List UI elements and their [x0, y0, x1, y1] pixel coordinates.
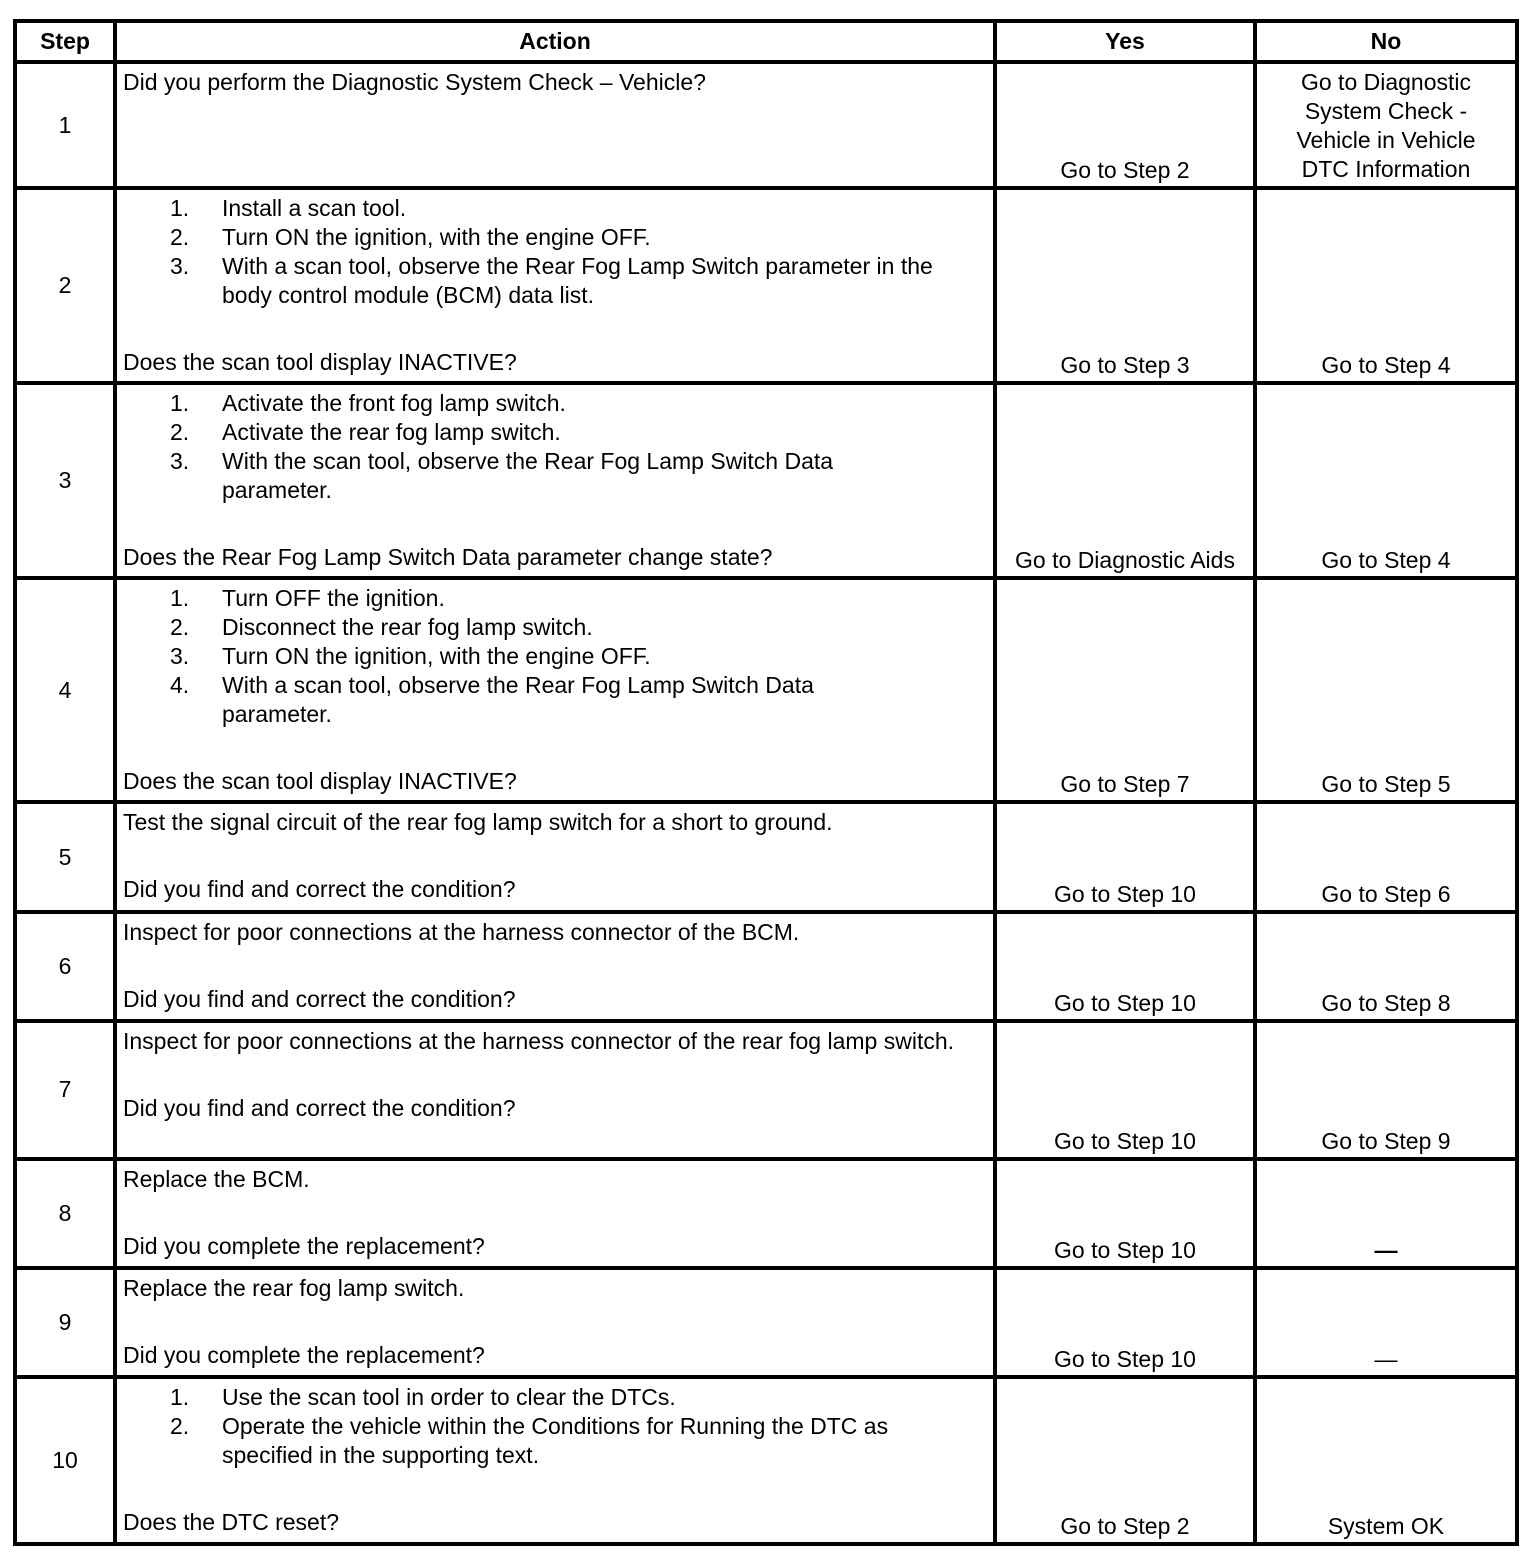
list-item	[170, 613, 987, 642]
no-cell: Go to Step 5	[1255, 578, 1517, 802]
item-text: With a scan tool, observe the Rear Fog Lamp Switch Data parameter.	[222, 672, 814, 728]
yes-cell: Go to Diagnostic Aids	[995, 383, 1255, 578]
yes-cell: Go to Step 10	[995, 802, 1255, 911]
no-cell: —	[1255, 1159, 1517, 1268]
item-number: 3.	[170, 643, 190, 670]
yes-cell: Go to Step 3	[995, 188, 1255, 383]
list-item	[170, 1383, 987, 1412]
step-number: 7	[15, 1021, 115, 1159]
no-cell: Go to Step 6	[1255, 802, 1517, 911]
action-cell	[115, 912, 995, 1021]
action-question: Does the Rear Fog Lamp Switch Data parameter change state?	[123, 544, 773, 571]
action-intro: Replace the rear fog lamp switch.	[123, 1274, 465, 1301]
step-number: 3	[15, 383, 115, 578]
no-cell: —	[1255, 1268, 1517, 1377]
item-text: Use the scan tool in order to clear the DTCs.	[222, 1383, 676, 1410]
yes-cell: Go to Step 2	[995, 62, 1255, 188]
action-cell	[115, 62, 995, 188]
action-steps	[123, 194, 987, 310]
list-item	[170, 671, 987, 729]
no-cell: Go to Step 9	[1255, 1021, 1517, 1159]
no-cell: Go to Diagnostic System Check - Vehicle in Vehicle DTC Information	[1255, 62, 1517, 188]
item-text: With the scan tool, observe the Rear Fog Lamp Switch Data parameter.	[222, 448, 834, 504]
table-row	[15, 62, 1517, 188]
item-text: Activate the rear fog lamp switch.	[222, 419, 561, 446]
table-row	[15, 802, 1517, 911]
step-number: 1	[15, 62, 115, 188]
no-cell: Go to Step 8	[1255, 912, 1517, 1021]
diagnostic-table	[13, 19, 1519, 1546]
item-text: Install a scan tool.	[222, 195, 407, 222]
item-text: Disconnect the rear fog lamp switch.	[222, 614, 593, 641]
item-number: 1.	[170, 585, 190, 612]
header-yes: Yes	[995, 21, 1255, 62]
table-row	[15, 1159, 1517, 1268]
table-row	[15, 1268, 1517, 1377]
yes-cell: Go to Step 10	[995, 912, 1255, 1021]
item-number: 3.	[170, 448, 190, 475]
table-row	[15, 1021, 1517, 1159]
action-question: Does the scan tool display INACTIVE?	[123, 768, 517, 795]
item-text: Operate the vehicle within the Conditions for Running the DTC as specified in the supporting text.	[222, 1412, 889, 1468]
action-question: Does the scan tool display INACTIVE?	[123, 349, 517, 376]
step-number: 9	[15, 1268, 115, 1377]
action-cell	[115, 188, 995, 383]
yes-cell: Go to Step 10	[995, 1159, 1255, 1268]
item-text: Turn ON the ignition, with the engine OFF.	[222, 643, 651, 670]
action-question: Did you complete the replacement?	[123, 1232, 485, 1259]
list-item	[170, 447, 987, 505]
action-question: Did you find and correct the condition?	[123, 876, 516, 903]
list-item	[170, 389, 987, 418]
yes-cell: Go to Step 10	[995, 1021, 1255, 1159]
action-intro: Replace the BCM.	[123, 1165, 310, 1192]
list-item	[170, 584, 987, 613]
item-number: 1.	[170, 1383, 190, 1410]
list-item	[170, 1412, 987, 1470]
header-step: Step	[15, 21, 115, 62]
header-row	[15, 21, 1517, 62]
item-number: 4.	[170, 672, 190, 699]
no-cell: System OK	[1255, 1377, 1517, 1544]
item-text: With a scan tool, observe the Rear Fog Lamp Switch parameter in the body control module (BCM) data list.	[222, 253, 933, 309]
step-number: 8	[15, 1159, 115, 1268]
table-row	[15, 578, 1517, 802]
action-cell	[115, 578, 995, 802]
list-item	[170, 252, 987, 310]
list-item	[170, 418, 987, 447]
item-number: 2.	[170, 419, 190, 446]
action-intro: Test the signal circuit of the rear fog lamp switch for a short to ground.	[123, 809, 833, 836]
yes-cell: Go to Step 2	[995, 1377, 1255, 1544]
action-cell	[115, 802, 995, 911]
table-row	[15, 383, 1517, 578]
action-steps	[123, 584, 987, 729]
no-cell: Go to Step 4	[1255, 188, 1517, 383]
step-number: 10	[15, 1377, 115, 1544]
item-number: 3.	[170, 253, 190, 280]
action-intro: Inspect for poor connections at the harness connector of the BCM.	[123, 918, 800, 945]
action-intro: Did you perform the Diagnostic System Check – Vehicle?	[123, 69, 706, 95]
action-cell	[115, 1021, 995, 1159]
action-cell	[115, 1159, 995, 1268]
action-steps	[123, 1383, 987, 1470]
action-intro: Inspect for poor connections at the harness connector of the rear fog lamp switch.	[123, 1027, 955, 1054]
item-number: 2.	[170, 1412, 190, 1439]
item-text: Turn OFF the ignition.	[222, 585, 445, 612]
item-text: Activate the front fog lamp switch.	[222, 390, 566, 417]
step-number: 2	[15, 188, 115, 383]
table-row	[15, 188, 1517, 383]
list-item	[170, 642, 987, 671]
step-number: 5	[15, 802, 115, 911]
yes-cell: Go to Step 7	[995, 578, 1255, 802]
action-cell	[115, 1268, 995, 1377]
action-question: Did you complete the replacement?	[123, 1341, 485, 1368]
action-question: Did you find and correct the condition?	[123, 985, 516, 1012]
action-steps	[123, 389, 987, 505]
yes-cell: Go to Step 10	[995, 1268, 1255, 1377]
no-cell: Go to Step 4	[1255, 383, 1517, 578]
header-action: Action	[115, 21, 995, 62]
item-number: 1.	[170, 195, 190, 222]
table-row	[15, 1377, 1517, 1544]
item-number: 1.	[170, 390, 190, 417]
list-item	[170, 194, 987, 223]
item-number: 2.	[170, 224, 190, 251]
table-row	[15, 912, 1517, 1021]
item-text: Turn ON the ignition, with the engine OFF.	[222, 224, 651, 251]
action-question: Does the DTC reset?	[123, 1508, 340, 1535]
header-no: No	[1255, 21, 1517, 62]
list-item	[170, 223, 987, 252]
item-number: 2.	[170, 614, 190, 641]
step-number: 4	[15, 578, 115, 802]
action-question: Did you find and correct the condition?	[123, 1094, 516, 1121]
step-number: 6	[15, 912, 115, 1021]
action-cell	[115, 383, 995, 578]
action-cell	[115, 1377, 995, 1544]
